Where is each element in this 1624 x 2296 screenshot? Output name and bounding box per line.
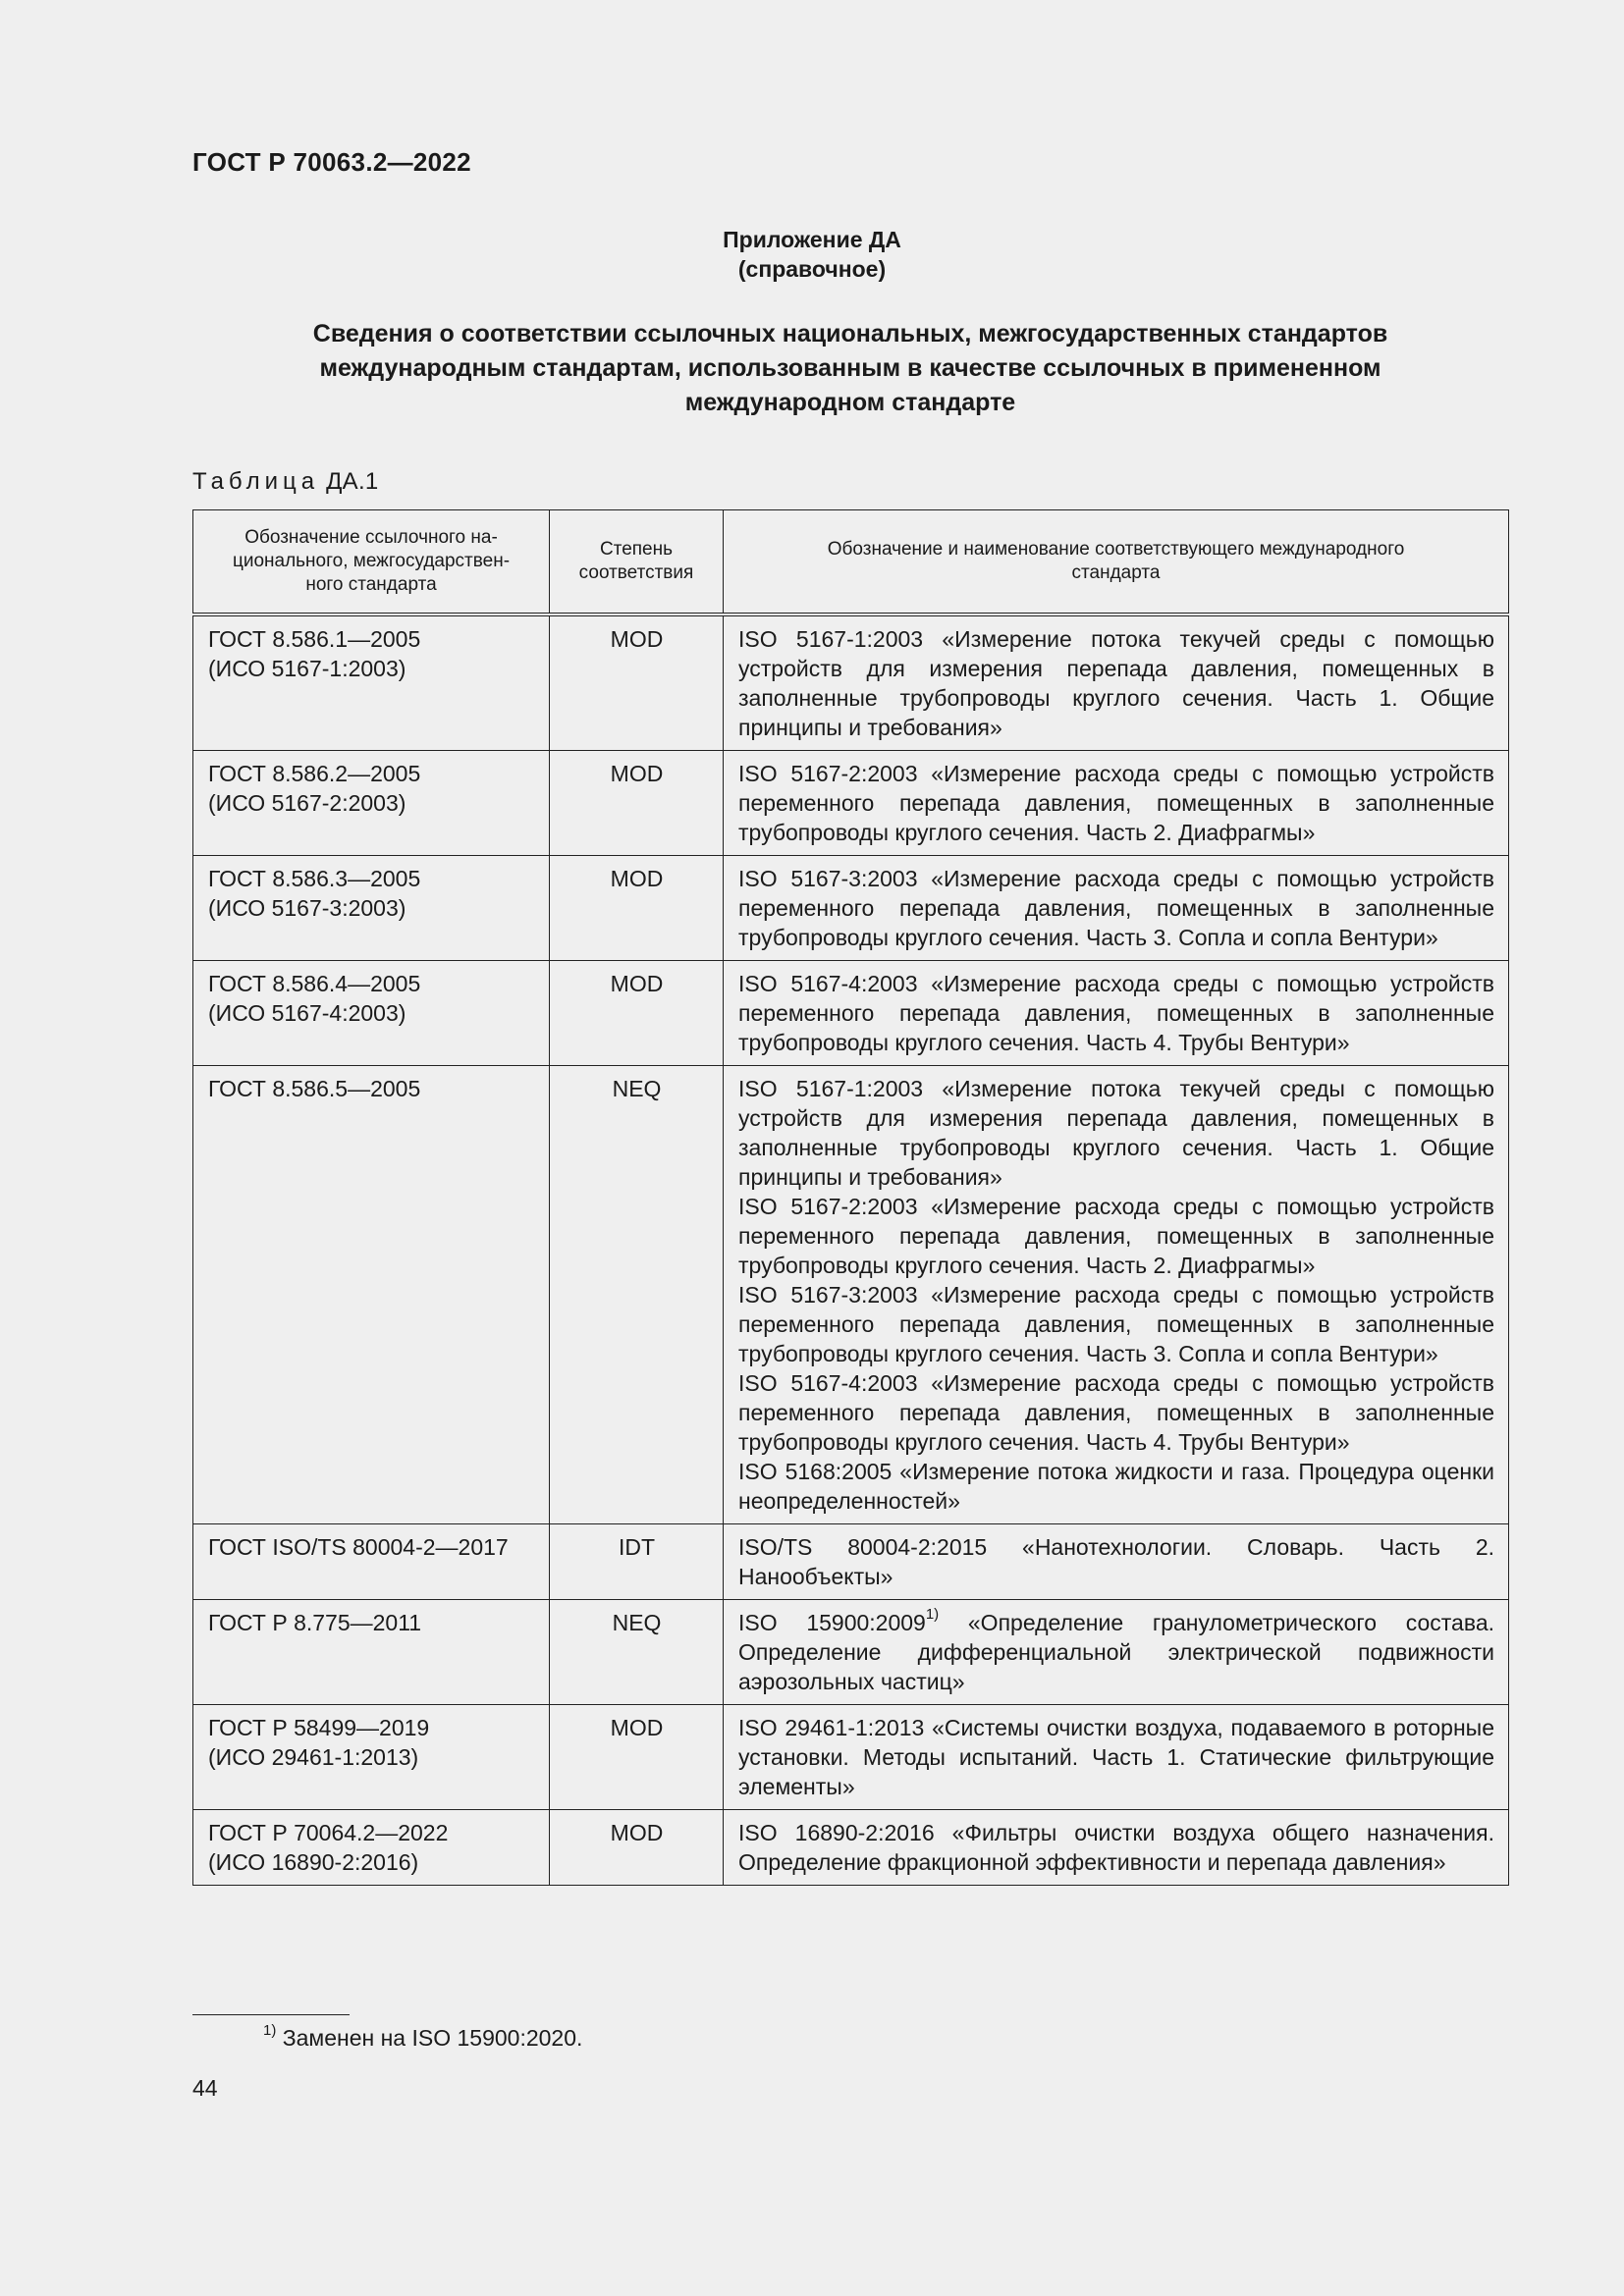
international-standard-cell: ISO 5167-2:2003 «Измерение расхода среды с помощью устройств переменного перепада давления, помещенных в заполненные трубопроводы круглого сечения. Часть 2. Диафрагмы» <box>724 751 1509 856</box>
international-standard-cell: ISO 15900:2009$^{1)}$ «Определение гранулометрического состава. Определение дифференциальной электрической подвижности аэрозольных частиц» <box>724 1600 1509 1705</box>
degree-cell: MOD <box>550 751 724 856</box>
degree-cell: NEQ <box>550 1600 724 1705</box>
degree-cell: MOD <box>550 1705 724 1810</box>
international-standard-cell: ISO 5167-4:2003 «Измерение расхода среды с помощью устройств переменного перепада давления, помещенных в заполненные трубопроводы круглого сечения. Часть 4. Трубы Вентури» <box>724 961 1509 1066</box>
national-standard-cell: ГОСТ 8.586.4—2005 (ИСО 5167-4:2003) <box>193 961 550 1066</box>
international-standard-cell: ISO 5167-1:2003 «Измерение потока текучей среды с помощью устройств для измерения перепада давления, помещенных в заполненные трубопроводы круглого сечения. Часть 1. Общие принципы и требования» ISO 5167-2:2003 «Измерение расхода среды с помощью устройств переменного перепада давления, помещенных в заполненные трубопроводы круглого сечения. Часть 2. Диафрагмы» ISO 5167-3:2003 «Измерение расхода среды с помощью устройств переменного перепада давления, помещенных в заполненные трубопроводы круглого сечения. Часть 3. Сопла и сопла Вентури» ISO 5167-4:2003 «Измерение расхода среды с помощью устройств переменного перепада давления, помещенных в заполненные трубопроводы круглого сечения. Часть 4. Трубы Вентури» ISO 5168:2005 «Измерение потока жидкости и газа. Процедура оценки неопределенностей» <box>724 1066 1509 1524</box>
appendix-type: (справочное) <box>737 256 887 282</box>
national-standard-cell: ГОСТ 8.586.1—2005 (ИСО 5167-1:2003) <box>193 614 550 751</box>
heading-line: международным стандартам, использованным в качестве ссылочных в примененном <box>319 354 1381 382</box>
national-standard-cell: ГОСТ Р 58499—2019 (ИСО 29461-1:2013) <box>193 1705 550 1810</box>
heading-line: международном стандарте <box>684 389 1016 416</box>
header-national-standard: Обозначение ссылочного на- ционального, межгосударствен- ного стандарта <box>193 510 550 615</box>
national-standard-cell: ГОСТ Р 8.775—2011 <box>193 1600 550 1705</box>
footnote-reference: 1) <box>925 1606 940 1624</box>
table-caption-word: Таблица <box>192 468 320 495</box>
header-degree: Степень соответствия <box>550 510 724 615</box>
national-standard-cell: ГОСТ ISO/TS 80004-2—2017 <box>193 1524 550 1600</box>
footnote <box>263 2022 583 2052</box>
international-standard-cell: ISO 16890-2:2016 «Фильтры очистки воздуха общего назначения. Определение фракционной эффективности и перепада давления» <box>724 1810 1509 1886</box>
page-number: 44 <box>192 2075 218 2101</box>
international-standard-cell: ISO 5167-3:2003 «Измерение расхода среды с помощью устройств переменного перепада давления, помещенных в заполненные трубопроводы круглого сечения. Часть 3. Сопла и сопла Вентури» <box>724 856 1509 961</box>
degree-cell: MOD <box>550 961 724 1066</box>
degree-cell: MOD <box>550 1810 724 1886</box>
international-standard-cell: ISO 29461-1:2013 «Системы очистки воздуха, подаваемого в роторные установки. Методы испытаний. Часть 1. Статические фильтрующие элементы» <box>724 1705 1509 1810</box>
national-standard-cell: ГОСТ 8.586.3—2005 (ИСО 5167-3:2003) <box>193 856 550 961</box>
table-header-row <box>193 510 1509 615</box>
international-standard-cell: ISO 5167-1:2003 «Измерение потока текучей среды с помощью устройств для измерения перепада давления, помещенных в заполненные трубопроводы круглого сечения. Часть 1. Общие принципы и требования» <box>724 614 1509 751</box>
table-caption <box>192 468 379 496</box>
footnote-mark: 1) <box>263 2022 277 2040</box>
table-row <box>193 614 1509 751</box>
degree-cell: MOD <box>550 614 724 751</box>
table-row <box>193 1600 1509 1705</box>
table-row <box>193 751 1509 856</box>
document-code: ГОСТ Р 70063.2—2022 <box>192 147 471 177</box>
table-row <box>193 1810 1509 1886</box>
national-standard-cell: ГОСТ Р 70064.2—2022 (ИСО 16890-2:2016) <box>193 1810 550 1886</box>
table-row <box>193 1524 1509 1600</box>
table-row <box>193 856 1509 961</box>
heading-line: Сведения о соответствии ссылочных национальных, межгосударственных стандартов <box>312 320 1388 347</box>
degree-cell: MOD <box>550 856 724 961</box>
footnote-text: Заменен на ISO 15900:2020. <box>282 2025 583 2051</box>
header-international-standard: Обозначение и наименование соответствующего международного стандарта <box>724 510 1509 615</box>
appendix-title: Приложение ДА <box>723 227 901 252</box>
table-row <box>193 961 1509 1066</box>
footnote-divider <box>192 2014 350 2015</box>
degree-cell: NEQ <box>550 1066 724 1524</box>
table-row <box>193 1066 1509 1524</box>
appendix-heading <box>192 317 1508 420</box>
degree-cell: IDT <box>550 1524 724 1600</box>
table-caption-number: ДА.1 <box>326 468 379 495</box>
table-row <box>193 1705 1509 1810</box>
national-standard-cell: ГОСТ 8.586.5—2005 <box>193 1066 550 1524</box>
international-standard-cell: ISO/TS 80004-2:2015 «Нанотехнологии. Словарь. Часть 2. Нанообъекты» <box>724 1524 1509 1600</box>
reference-standards-table <box>192 509 1509 1886</box>
national-standard-cell: ГОСТ 8.586.2—2005 (ИСО 5167-2:2003) <box>193 751 550 856</box>
